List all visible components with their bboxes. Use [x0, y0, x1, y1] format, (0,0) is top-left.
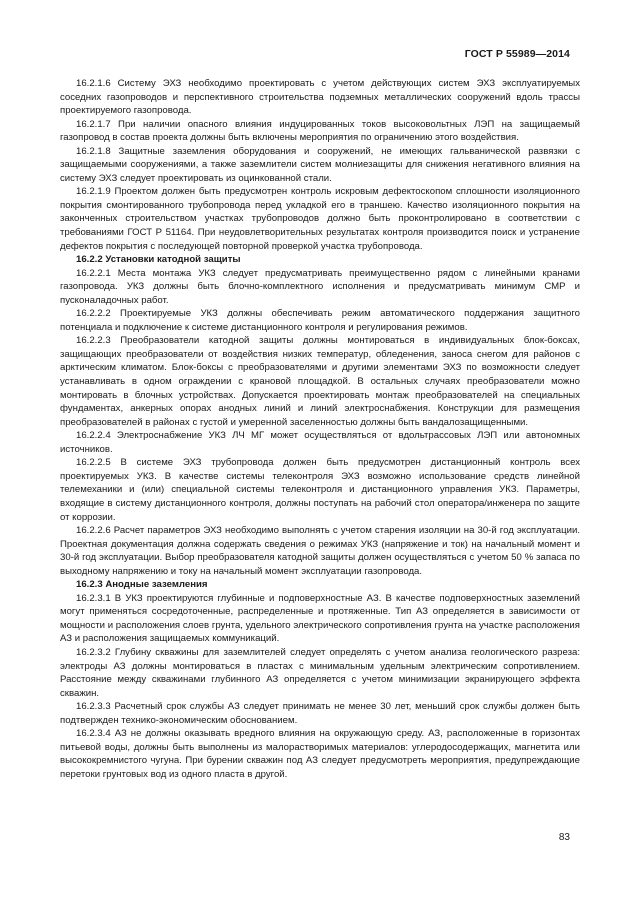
paragraph: 16.2.3.4 АЗ не должны оказывать вредного влияния на окружающую среду. АЗ, расположенные в горизонтах питьевой воды, должны быть выполнены из малорастворимых материалов: углеродосодержащих, магнетита или высококремнистого чугуна. При бурении скважин под АЗ следует предусмотреть мероприятия, предупреждающие перетоки грунтовых вод из одного пласта в другой. — [60, 728, 580, 780]
paragraph: 16.2.2.5 В системе ЭХЗ трубопровода должен быть предусмотрен дистанционный контроль всех проектируемых УКЗ. В качестве системы телеконтроля ЭХЗ возможно использование средств линейной телемеханики и (или) специальной системы телеконтроля и дистанционного управления УКЗ. Параметры, входящие в систему дистанционного контроля, должны поступать на рабочий стол оператора/инженера по защите от коррозии. — [60, 457, 580, 523]
paragraph: 16.2.2.1 Места монтажа УКЗ следует предусматривать преимущественно рядом с линейными кранами газопровода. УКЗ должны быть блочно-комплектного исполнения и предусматривать минимум СМР и пусконаладочных работ. — [60, 267, 580, 306]
paragraph: 16.2.2.4 Электроснабжение УКЗ ЛЧ МГ может осуществляться от вдольтрассовых ЛЭП или автономных источников. — [60, 430, 580, 455]
paragraph: 16.2.2.6 Расчет параметров ЭХЗ необходимо выполнять с учетом старения изоляции на 30-й год эксплуатации. Проектная документация должна содержать сведения о режимах УКЗ (напряжение и ток) на начальный момент и 30-й год эксплуатации. Выбор преобразователя катодной защиты должен осуществляться с учетом 50 % запаса по выходному напряжению и току на начальный момент эксплуатации газопровода. — [60, 525, 580, 577]
section-heading: 16.2.2 Установки катодной защиты — [76, 254, 241, 266]
paragraph: 16.2.2.3 Преобразователи катодной защиты должны монтироваться в индивидуальных блок-боксах, защищающих преобразователи от воздействия низких температур, обледенения, заноса снегом для районов с арктическим климатом. Блок-боксы с преобразователями и другими элементами ЭХЗ по возможности следует устанавливать в одном ограждении с крановой площадкой. В остальных случаях преобразователи можно монтировать в блочных устройствах. Допускается проектировать монтаж преобразователей на специальных фундаментах, анкерных опорах анодных линий и линий электроснабжения. Конструкции для размещения преобразователей в районах с густой и умеренной заселенностью должны быть вандалозащищенными. — [60, 335, 580, 428]
document-body — [60, 77, 580, 781]
paragraph: 16.2.3.2 Глубину скважины для заземлителей следует определять с учетом анализа геологического разреза: электроды АЗ должны монтироваться в пластах с минимальным удельным электрическим сопротивлением. Расстояние между скважинами глубинного АЗ определяется с учетом минимизации экранирующего эффекта скважин. — [60, 646, 580, 699]
document-header: ГОСТ Р 55989—2014 — [464, 48, 570, 60]
paragraph: 16.2.3.1 В УКЗ проектируются глубинные и подповерхностные АЗ. В качестве подповерхностных заземлений могут применяться сосредоточенные, распределенные и протяженные. Тип АЗ определяется в зависимости от мощности и расположения слоев грунта, удельного электрического сопротивления грунта на участке расположения АЗ и расположения защищаемых коммуникаций. — [60, 592, 580, 645]
paragraph: 16.2.1.7 При наличии опасного влияния индуцированных токов высоковольтных ЛЭП на защищаемый газопровод в состав проекта должны быть включены мероприятия по ограничению этого воздействия. — [60, 118, 580, 144]
paragraph: 16.2.1.8 Защитные заземления оборудования и сооружений, не имеющих гальванической развязки с защищаемыми сооружениями, а также заземлители систем молниезащиты для снижения негативного влияния на систему ЭХЗ следует проектировать из оцинкованной стали. — [60, 145, 580, 184]
page-number: 83 — [558, 832, 570, 843]
paragraph: 16.2.3.3 Расчетный срок службы АЗ следует принимать не менее 30 лет, меньший срок службы должен быть подтвержден технико-экономическим обоснованием. — [60, 701, 580, 726]
paragraph: 16.2.1.6 Систему ЭХЗ необходимо проектировать с учетом действующих систем ЭХЗ эксплуатируемых соседних газопроводов и перспективного строительства подземных металлических сооружений вдоль трассы проектируемого газопровода. — [60, 78, 580, 117]
paragraph: 16.2.1.9 Проектом должен быть предусмотрен контроль искровым дефектоскопом сплошности изоляционного покрытия смонтированного трубопровода перед укладкой его в траншею. Качество изоляционного покрытия на законченных строительством участках трубопроводов должно быть проконтролировано в соответствии с требованиями ГОСТ Р 51164. При неудовлетворительных результатах контроля производится поиск и устранение дефектов покрытия с последующей повторной проверкой участка трубопровода. — [60, 186, 580, 252]
paragraph: 16.2.2.2 Проектируемые УКЗ должны обеспечивать режим автоматического поддержания защитного потенциала и подключение к системе дистанционного контроля и регулирования режимов. — [60, 308, 580, 333]
section-heading: 16.2.3 Анодные заземления — [76, 579, 208, 591]
